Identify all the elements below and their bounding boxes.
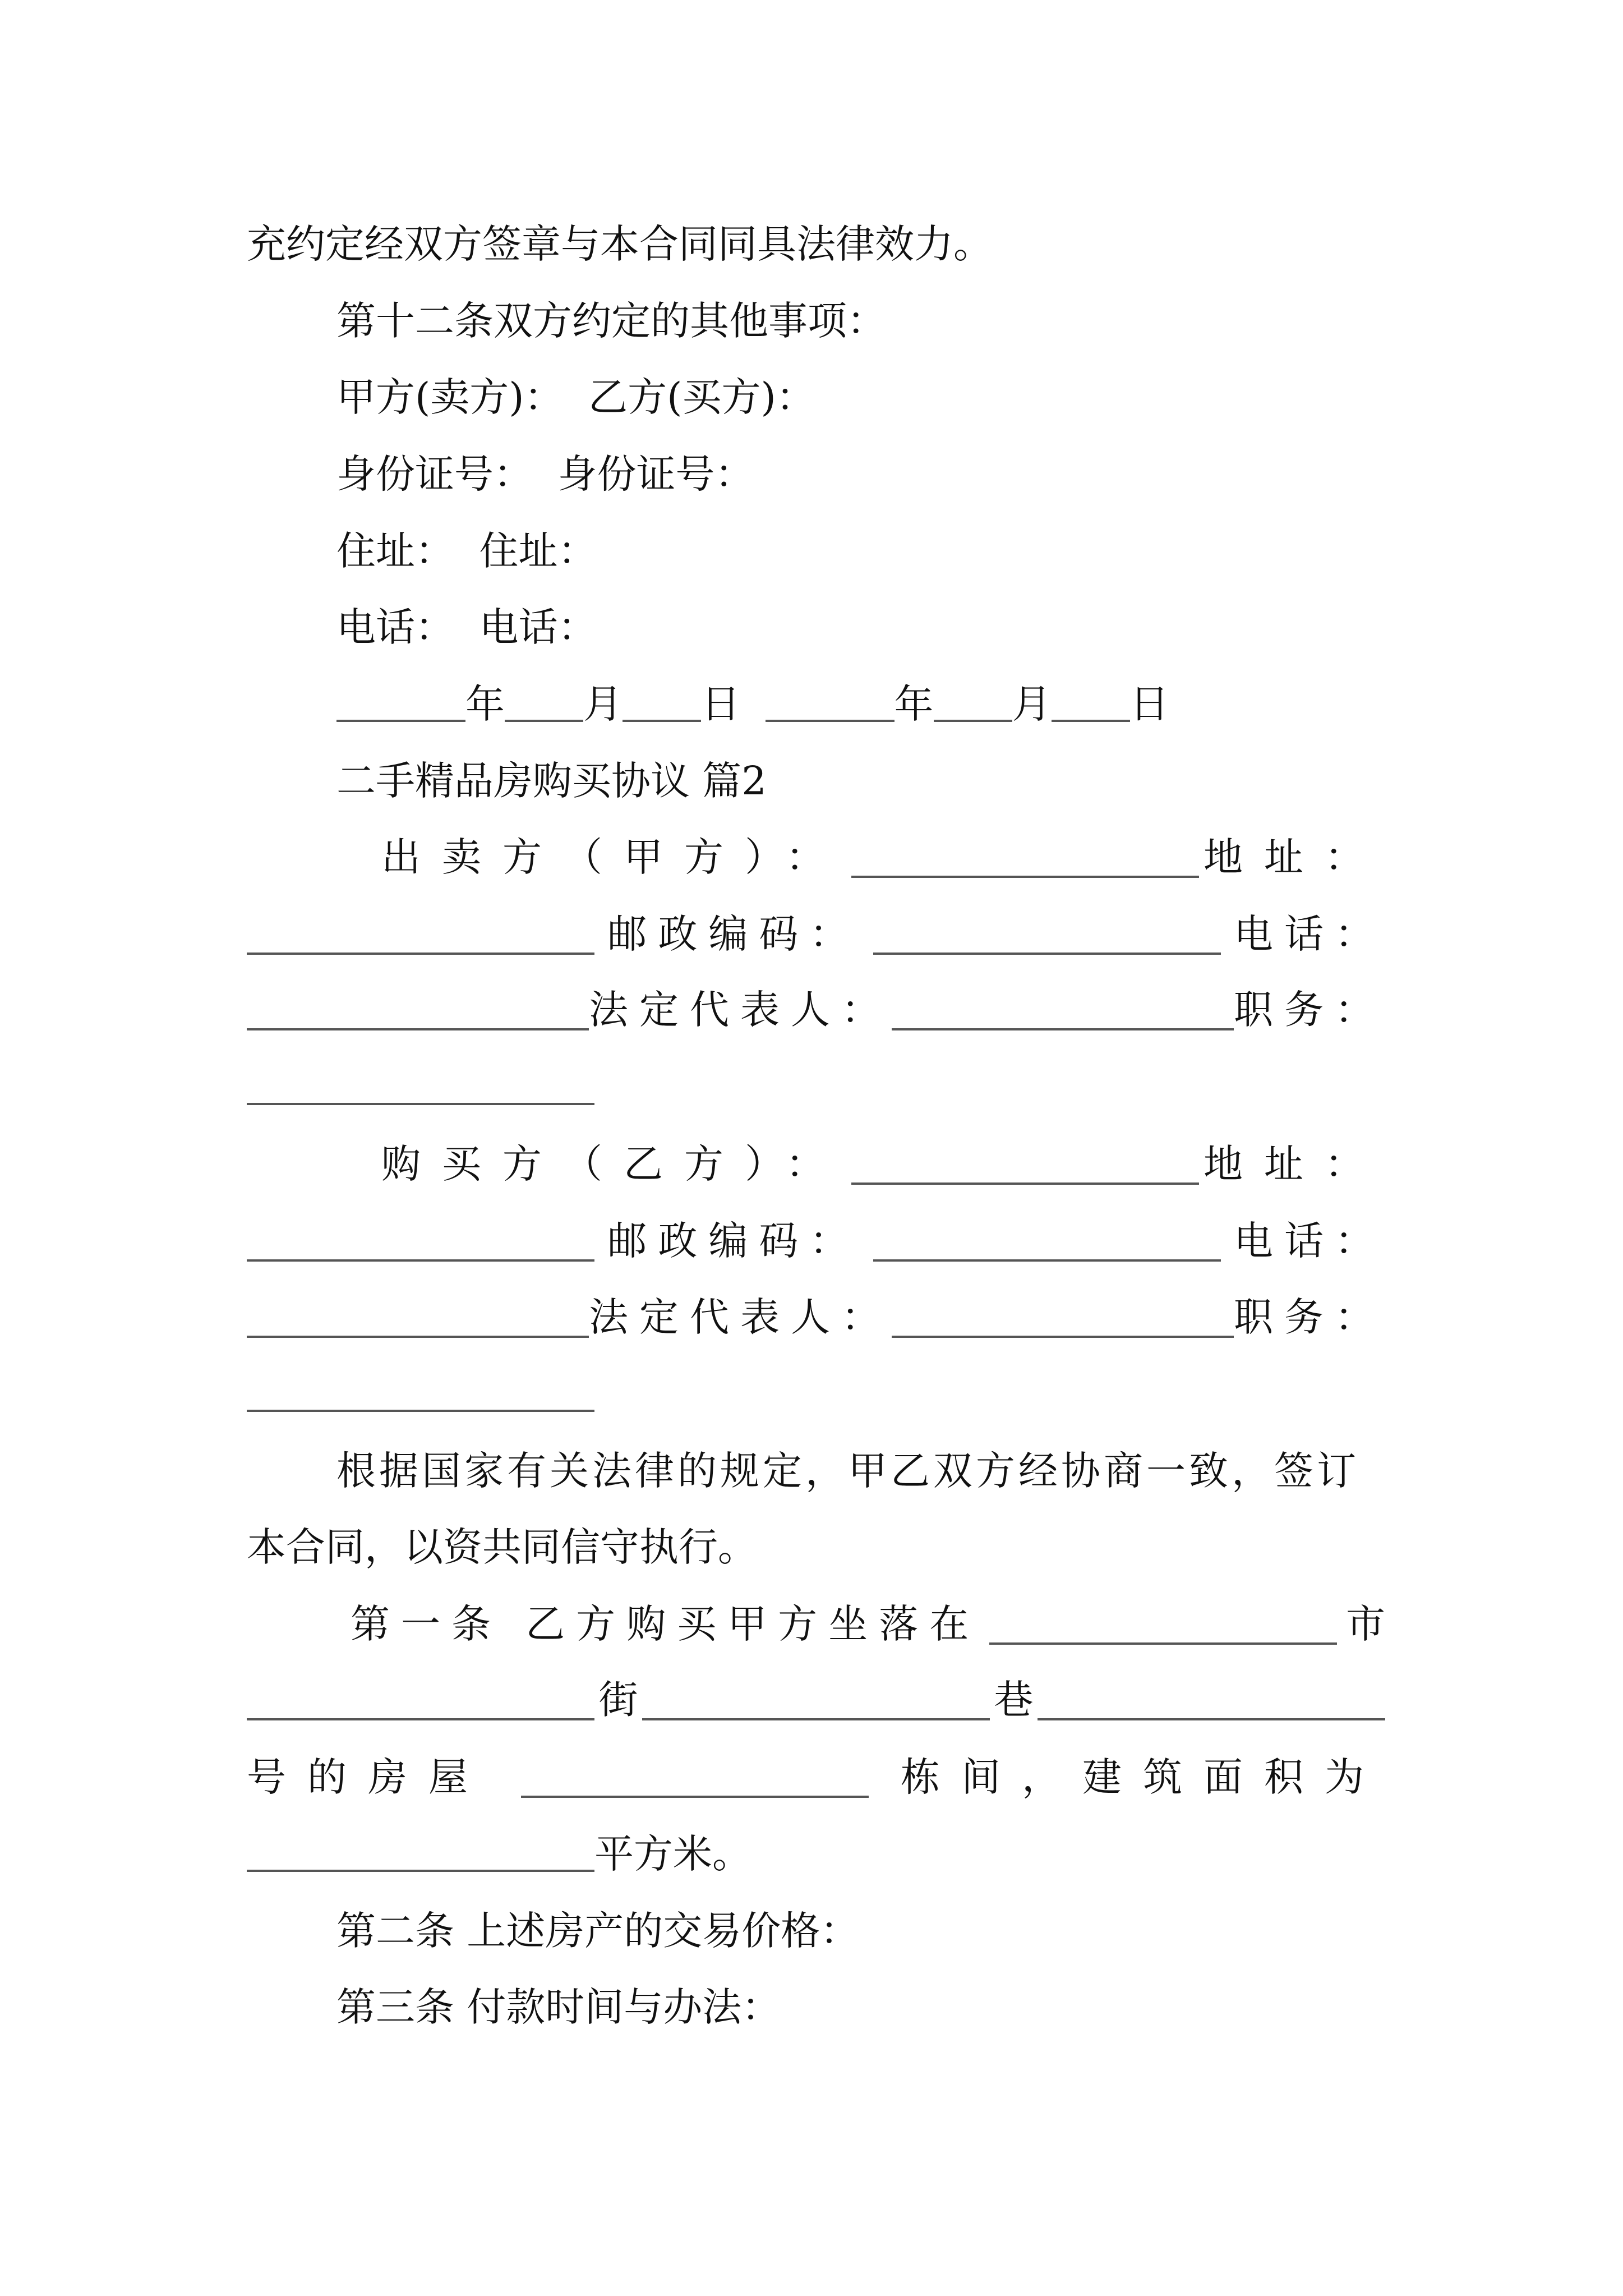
article-1-blank (642, 1683, 990, 1720)
article-1-line-2: 街 巷 (247, 1672, 1385, 1728)
date-blank (1052, 685, 1130, 722)
article-1-line-3: 号的房屋 栋间，建筑面积为 (247, 1754, 1385, 1800)
seller-row-4 (247, 1059, 1385, 1115)
buyer-address-blank (247, 1225, 594, 1262)
seller-rep-blank (892, 993, 1234, 1030)
article-12-title: 第十二条双方约定的其他事项： (336, 298, 886, 344)
buyer-postcode-blank (873, 1225, 1221, 1262)
paragraph-1-cont: 本合同，以资共同信守执行。 (247, 1524, 757, 1570)
buyer-title-blank (247, 1375, 594, 1412)
address-line: 住址： 住址： (336, 528, 597, 574)
seller-phone-blank (247, 993, 589, 1030)
seller-row-1: 出卖方（甲方）： 地址： (381, 834, 1385, 880)
buyer-row-3: 法定代表人： 职务： (247, 1289, 1385, 1345)
buyer-phone-blank (247, 1301, 589, 1338)
article-1-line-1: 第一条 乙方购买甲方坐落在 市 (351, 1601, 1385, 1647)
article-1-blank (1038, 1683, 1385, 1720)
article-1-line-4: 平方米。 (247, 1826, 1385, 1882)
paragraph-1: 根据国家有关法律的规定，甲乙双方经协商一致，签订 (336, 1448, 1359, 1494)
date-blank (505, 685, 583, 722)
seller-title-blank (247, 1068, 594, 1105)
date-blank (623, 685, 701, 722)
article-2: 第二条 上述房产的交易价格： (336, 1908, 860, 1954)
article-1-blank (521, 1761, 869, 1798)
section-heading: 二手精品房购买协议 篇2 (336, 758, 767, 804)
article-3: 第三条 付款时间与办法： (336, 1984, 781, 2030)
date-blank (336, 685, 465, 722)
article-1-blank (247, 1683, 594, 1720)
buyer-name-blank (851, 1148, 1199, 1185)
article-1-blank (247, 1835, 594, 1872)
buyer-row-4 (247, 1366, 1385, 1422)
seller-name-blank (851, 841, 1199, 878)
seller-address-blank (247, 918, 594, 955)
seller-postcode-blank (873, 918, 1221, 955)
phone-line: 电话： 电话： (336, 604, 597, 650)
date-blank (766, 685, 895, 722)
id-line: 身份证号： 身份证号： (336, 451, 754, 497)
seller-row-2: 邮政编码： 电话： (247, 906, 1385, 962)
buyer-row-2: 邮政编码： 电话： (247, 1213, 1385, 1269)
text-line: 充约定经双方签章与本合同同具法律效力。 (247, 221, 993, 267)
article-1-blank (989, 1608, 1337, 1645)
seller-row-3: 法定代表人： 职务： (247, 982, 1385, 1038)
buyer-row-1: 购买方（乙方）： 地址： (381, 1141, 1385, 1187)
date-line: 年 月 日 年 月 日 (336, 676, 1385, 732)
buyer-rep-blank (892, 1301, 1234, 1338)
party-line: 甲方(卖方)： 乙方(买方)： (336, 374, 815, 420)
date-blank (934, 685, 1012, 722)
